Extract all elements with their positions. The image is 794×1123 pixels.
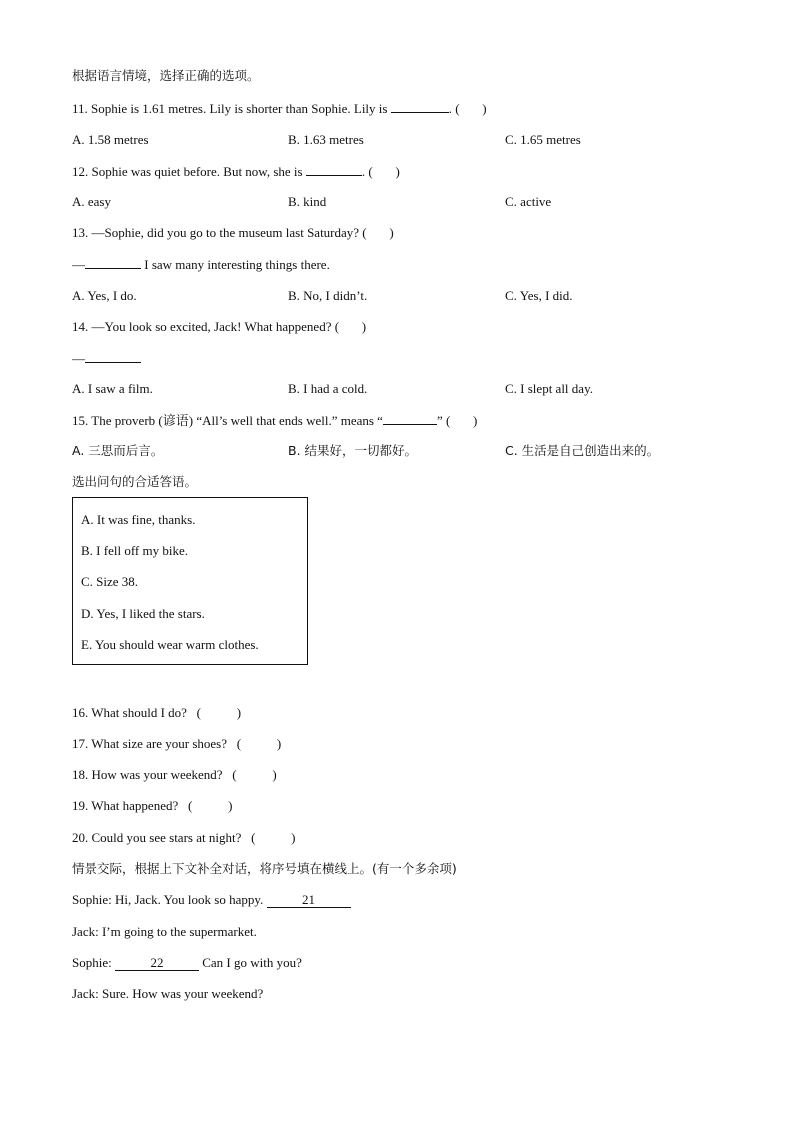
option-a[interactable]: A. 1.58 metres — [72, 132, 149, 147]
option-b[interactable]: B. I had a cold. — [288, 381, 368, 396]
question-12 — [72, 163, 400, 180]
option-a[interactable]: A. 三思而后言。 — [72, 443, 164, 458]
section-heading: 选出问句的合适答语。 — [72, 474, 198, 489]
option-b[interactable]: B. 结果好，一切都好。 — [288, 443, 418, 458]
question-18[interactable]: 18. How was your weekend? ( ) — [72, 767, 277, 782]
reply-line — [72, 350, 141, 367]
question-text: 12. Sophie was quiet before. But now, she is — [72, 164, 303, 179]
choice-c: C. Size 38. — [81, 574, 139, 589]
answer-blank[interactable] — [306, 163, 362, 176]
dialogue-text: Sophie: Hi, Jack. You look so happy. — [72, 892, 267, 907]
section-heading: 根据语言情境，选择正确的选项。 — [72, 68, 260, 83]
reply-line — [72, 256, 330, 273]
dash: — — [72, 257, 85, 272]
dialogue-line — [72, 892, 351, 908]
dialogue-line — [72, 955, 302, 971]
answer-blank-22[interactable]: 22 — [115, 956, 199, 971]
answer-blank[interactable] — [391, 100, 449, 113]
answer-blank[interactable] — [85, 350, 141, 363]
option-a[interactable]: A. easy — [72, 194, 111, 209]
question-text: 13. —Sophie, did you go to the museum last Saturday? ( ) — [72, 225, 394, 240]
option-c[interactable]: C. Yes, I did. — [505, 288, 573, 303]
option-a[interactable]: A. I saw a film. — [72, 381, 153, 396]
answer-choices-box — [72, 497, 308, 665]
answer-bracket: ” ( ) — [436, 413, 478, 428]
dialogue-text: Can I go with you? — [198, 955, 302, 970]
answer-blank[interactable] — [383, 412, 437, 425]
question-text: 11. Sophie is 1.61 metres. Lily is shorter than Sophie. Lily is — [72, 101, 388, 116]
option-c[interactable]: C. 1.65 metres — [505, 132, 581, 147]
question-14 — [72, 319, 366, 335]
section-heading: 情景交际，根据上下文补全对话，将序号填在横线上。(有一个多余项) — [72, 861, 457, 876]
dialogue-line — [72, 986, 263, 1002]
choice-e: E. You should wear warm clothes. — [81, 637, 259, 652]
dialogue-text: Jack: I’m going to the supermarket. — [72, 924, 257, 939]
option-c[interactable]: C. I slept all day. — [505, 381, 593, 396]
question-13 — [72, 225, 394, 241]
option-a[interactable]: A. Yes, I do. — [72, 288, 137, 303]
dash: — — [72, 351, 85, 366]
dialogue-text: Jack: Sure. How was your weekend? — [72, 986, 264, 1001]
question-17[interactable]: 17. What size are your shoes? ( ) — [72, 736, 282, 751]
option-c[interactable]: C. 生活是自己创造出来的。 — [505, 443, 660, 458]
question-15 — [72, 412, 477, 429]
choice-d: D. Yes, I liked the stars. — [81, 606, 205, 621]
question-19[interactable]: 19. What happened? ( ) — [72, 798, 233, 813]
option-b[interactable]: B. kind — [288, 194, 327, 209]
question-11 — [72, 100, 487, 117]
option-b[interactable]: B. 1.63 metres — [288, 132, 364, 147]
option-c[interactable]: C. active — [505, 194, 552, 209]
question-text: 15. The proverb (谚语) “All’s well that ends well.” means “ — [72, 413, 383, 428]
answer-blank[interactable] — [85, 256, 141, 269]
option-b[interactable]: B. No, I didn’t. — [288, 288, 368, 303]
reply-text: I saw many interesting things there. — [141, 257, 330, 272]
question-16[interactable]: 16. What should I do? ( ) — [72, 705, 242, 720]
dialogue-text: Sophie: — [72, 955, 115, 970]
choice-a: A. It was fine, thanks. — [81, 512, 196, 527]
question-text: 14. —You look so excited, Jack! What happened? ( ) — [72, 319, 367, 334]
choice-b: B. I fell off my bike. — [81, 543, 188, 558]
question-20[interactable]: 20. Could you see stars at night? ( ) — [72, 830, 296, 845]
answer-blank-21[interactable]: 21 — [267, 893, 351, 908]
answer-bracket: . ( ) — [361, 164, 400, 179]
answer-bracket: . ( ) — [448, 101, 487, 116]
dialogue-line — [72, 924, 257, 940]
